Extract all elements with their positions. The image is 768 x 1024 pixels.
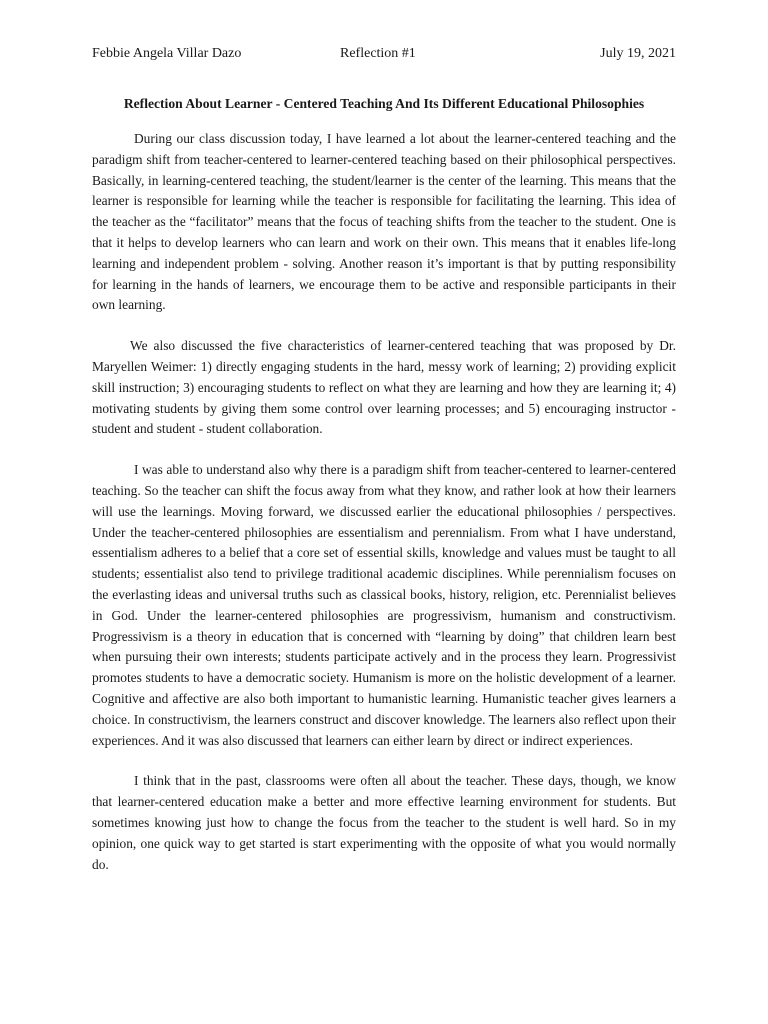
author-name: Febbie Angela Villar Dazo: [92, 46, 242, 61]
paragraph-3: I was able to understand also why there is a paradigm shift from teacher-centered to learner-centered teaching. So the teacher can shift the focus away from what they know, and rather look at how their learners will use the learnings. Moving forward, we discussed earlier the educational philosophies / perspectives. Under the teacher-centered philosophies are essentialism and perennialism. From what I have understand, essentialism adheres to a belief that a core set of essential skills, knowledge and values must be taught to all students; essentialist also tend to privilege traditional academic disciplines. While perennialism focuses on the everlasting ideas and universal truths such as classical books, history, religion, etc. Perennialist believes in God. Under the learner-centered philosophies are progressivism, humanism and constructivism. Progressivism is a theory in education that is concerned with “learning by doing” that children learn best when pursuing their own interests; students participate actively and in the process they learn. Progressivist promotes students to have a democratic society. Humanism is more on the holistic development of a learner. Cognitive and affective are also both important to humanistic learning. Humanistic teacher gives learners a choice. In constructivism, the learners construct and discover knowledge. The learners also reflect upon their experiences. And it was also discussed that learners can either learn by direct or indirect experiences.: [92, 462, 676, 748]
paragraph-1: During our class discussion today, I have learned a lot about the learner-centered teaching and the paradigm shift from teacher-centered to learner-centered teaching based on their philosophical perspectives. Basically, in learning-centered teaching, the student/learner is the center of the learning. This means that the learner is responsible for learning while the teacher is responsible for facilitating the learning. This idea of the teacher as the “facilitator” means that the focus of teaching shifts from the teacher to the student. One is that it helps to develop learners who can learn and work on their own. This means that it enables life-long learning and independent problem - solving. Another reason it’s important is that by putting responsibility for learning in the hands of learners, we encourage them to be active and responsible participants in their own learning.: [92, 131, 676, 313]
document-date: July 19, 2021: [600, 46, 676, 61]
reflection-number: Reflection #1: [340, 46, 416, 61]
paragraph-4: I think that in the past, classrooms were often all about the teacher. These days, though, we know that learner-centered education make a better and more effective learning environment for students. But sometimes knowing just how to change the focus from the teacher to the student is well hard. So in my opinion, one quick way to get started is start experimenting with the opposite of what you would normally do.: [92, 773, 676, 872]
paragraph-2: We also discussed the five characteristics of learner-centered teaching that was proposed by Dr. Maryellen Weimer: 1) directly engaging students in the hard, messy work of learning; 2) providing explicit skill instruction; 3) encouraging students to reflect on what they are learning and how they are learning it; 4) motivating students by giving them some control over learning processes; and 5) encouraging instructor - student and student - student collaboration.: [92, 338, 676, 437]
document-title: Reflection About Learner - Centered Teaching And Its Different Educational Philosophies: [123, 96, 645, 111]
page-header: [92, 46, 676, 68]
